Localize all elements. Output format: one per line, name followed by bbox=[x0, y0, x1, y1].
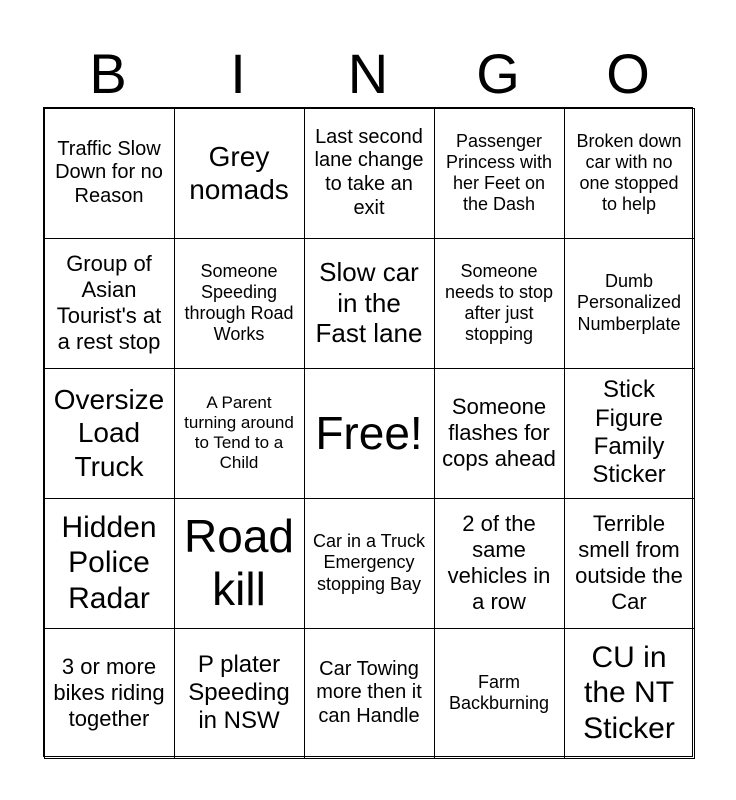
bingo-cell-r1c4[interactable]: Passenger Princess with her Feet on the Dash bbox=[434, 108, 565, 239]
header-letter-i: I bbox=[230, 42, 246, 105]
bingo-cell-r4c1[interactable]: Hidden Police Radar bbox=[44, 498, 175, 629]
bingo-cell-r5c2[interactable]: P plater Speeding in NSW bbox=[174, 628, 305, 759]
bingo-cell-r5c4[interactable]: Farm Backburning bbox=[434, 628, 565, 759]
bingo-cell-r5c3[interactable]: Car Towing more then it can Handle bbox=[304, 628, 435, 759]
bingo-cell-r4c2[interactable]: Road kill bbox=[174, 498, 305, 629]
bingo-cell-r3c1[interactable]: Oversize Load Truck bbox=[44, 368, 175, 499]
bingo-cell-r1c1[interactable]: Traffic Slow Down for no Reason bbox=[44, 108, 175, 239]
bingo-cell-r4c3[interactable]: Car in a Truck Emergency stopping Bay bbox=[304, 498, 435, 629]
header-letter-b: B bbox=[89, 42, 127, 105]
header-letter-g: G bbox=[476, 42, 520, 105]
bingo-cell-r2c2[interactable]: Someone Speeding through Road Works bbox=[174, 238, 305, 369]
bingo-cell-r3c5[interactable]: Stick Figure Family Sticker bbox=[564, 368, 695, 499]
bingo-cell-r3c4[interactable]: Someone flashes for cops ahead bbox=[434, 368, 565, 499]
bingo-cell-r2c5[interactable]: Dumb Personalized Numberplate bbox=[564, 238, 695, 369]
bingo-header bbox=[43, 40, 693, 108]
bingo-cell-free[interactable]: Free! bbox=[304, 368, 435, 499]
header-letter-n: N bbox=[347, 42, 389, 105]
bingo-cell-r1c3[interactable]: Last second lane change to take an exit bbox=[304, 108, 435, 239]
bingo-cell-r2c4[interactable]: Someone needs to stop after just stopping bbox=[434, 238, 565, 369]
bingo-board bbox=[43, 107, 693, 757]
bingo-cell-r5c1[interactable]: 3 or more bikes riding together bbox=[44, 628, 175, 759]
bingo-cell-r1c5[interactable]: Broken down car with no one stopped to help bbox=[564, 108, 695, 239]
header-letter-o: O bbox=[606, 42, 650, 105]
bingo-cell-r5c5[interactable]: CU in the NT Sticker bbox=[564, 628, 695, 759]
bingo-cell-r4c5[interactable]: Terrible smell from outside the Car bbox=[564, 498, 695, 629]
bingo-cell-r2c3[interactable]: Slow car in the Fast lane bbox=[304, 238, 435, 369]
bingo-cell-r1c2[interactable]: Grey nomads bbox=[174, 108, 305, 239]
bingo-cell-r4c4[interactable]: 2 of the same vehicles in a row bbox=[434, 498, 565, 629]
bingo-cell-r3c2[interactable]: A Parent turning around to Tend to a Child bbox=[174, 368, 305, 499]
bingo-cell-r2c1[interactable]: Group of Asian Tourist's at a rest stop bbox=[44, 238, 175, 369]
